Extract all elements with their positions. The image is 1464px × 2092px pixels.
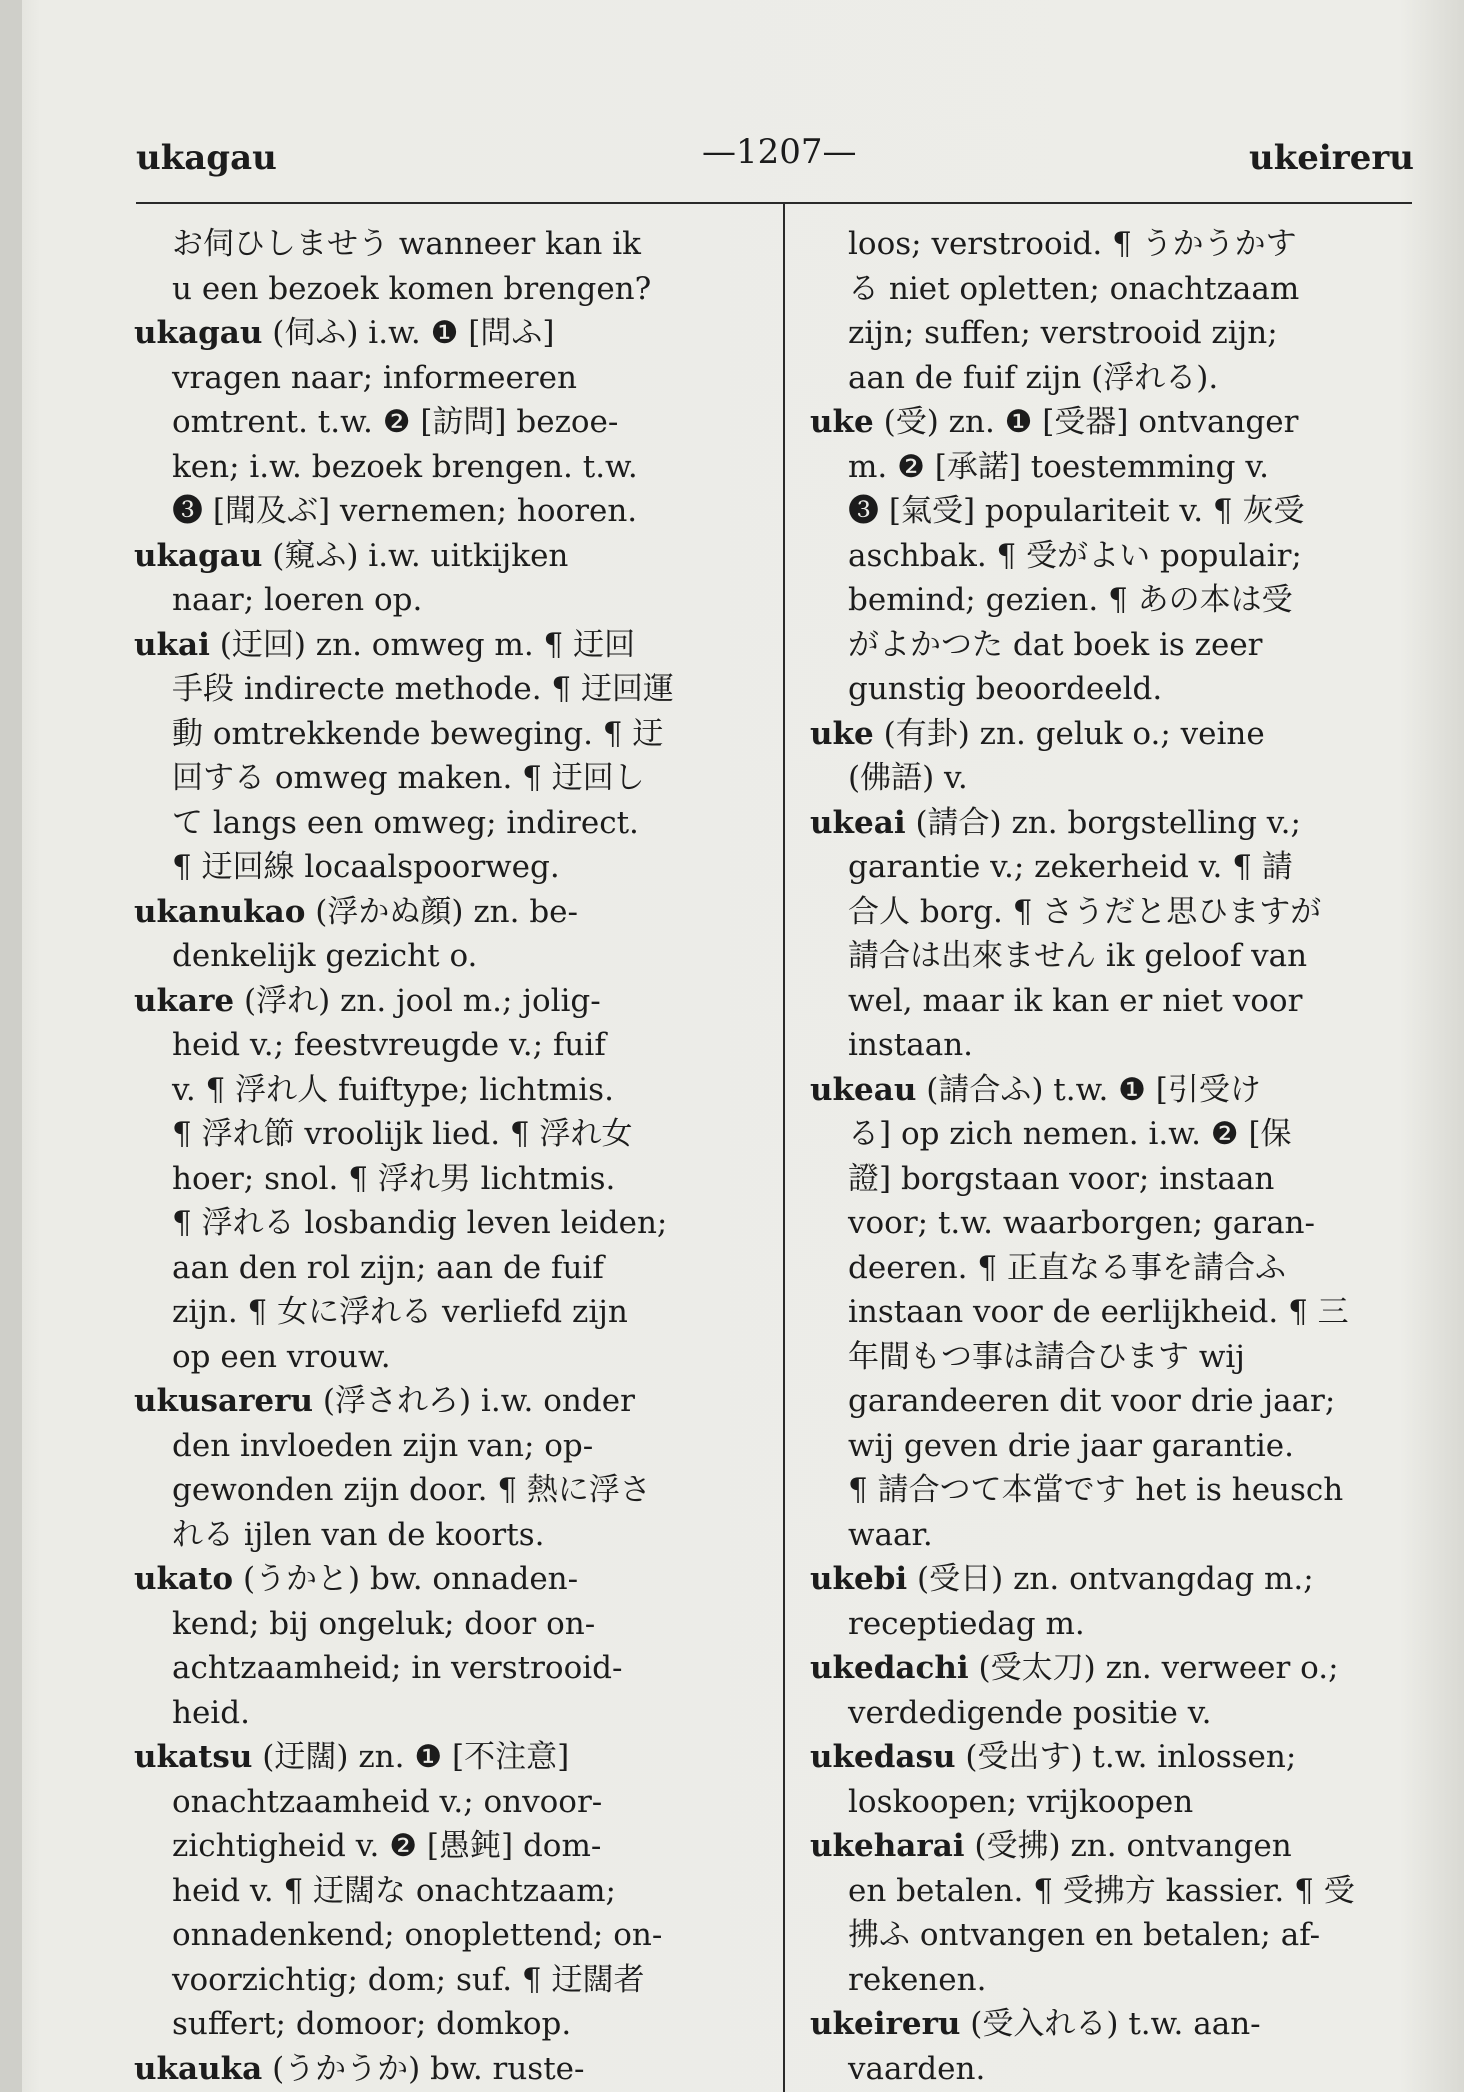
entry-text: ¶ 浮れ節 vroolijk lied. ¶ 浮れ女 (172, 1116, 633, 1152)
entry-text: (うかうか) bw. ruste- (262, 2050, 585, 2087)
column-rule (783, 204, 785, 2092)
dictionary-line (810, 2047, 1432, 2092)
headword: ukato (134, 1561, 234, 1597)
headword: ukeireru (810, 2006, 961, 2042)
entry-text: ❸ [氣受] populariteit v. ¶ 灰受 (848, 493, 1305, 529)
headword: ukeau (810, 1071, 917, 1108)
entry-text: aan de fuif zijn (浮れる). (848, 359, 1219, 396)
entry-text: wel, maar ik kan er niet voor (848, 982, 1303, 1019)
dictionary-line (134, 1023, 759, 1068)
entry-text: v. ¶ 浮れ人 fuiftype; lichtmis. (172, 1071, 614, 1108)
entry-text: れる ijlen van de koorts. (172, 1516, 545, 1553)
entry-text: receptiedag m. (848, 1605, 1085, 1642)
right-column (810, 222, 1432, 2091)
entry-text: naar; loeren op. (172, 582, 423, 618)
dictionary-line (810, 1913, 1432, 1958)
headword: ukanukao (134, 893, 306, 930)
dictionary-line (810, 1424, 1432, 1469)
entry-text: aan den rol zijn; aan de fuif (172, 1249, 604, 1286)
dictionary-line (134, 1913, 759, 1958)
entry-text: 證] borgstaan voor; instaan (848, 1160, 1275, 1197)
dictionary-line (134, 1335, 759, 1380)
left-column (134, 222, 759, 2091)
entry-text: instaan. (848, 1027, 974, 1063)
dictionary-line (134, 1201, 759, 1246)
entry-text: den invloeden zijn van; op- (172, 1427, 594, 1464)
dictionary-line (810, 1513, 1432, 1558)
header-rule (136, 202, 1412, 204)
entry-text: deeren. ¶ 正直なる事を請合ふ (848, 1249, 1286, 1286)
dictionary-line (810, 1869, 1432, 1914)
dictionary-line (134, 356, 759, 401)
dictionary-line (134, 1068, 759, 1113)
dictionary-line (810, 1691, 1432, 1736)
entry-text: がよかつた dat boek is zeer (848, 626, 1263, 663)
entry-text: お伺ひしませう wanneer kan ik (172, 226, 641, 262)
dictionary-line (134, 712, 759, 757)
dictionary-line (134, 801, 759, 846)
entry-text: instaan voor de eerlijkheid. ¶ 三 (848, 1294, 1349, 1330)
dictionary-line (134, 1424, 759, 1469)
dictionary-line (810, 712, 1432, 757)
headword: ukauka (134, 2050, 263, 2087)
headword: uke (810, 715, 874, 752)
entry-text: heid v. ¶ 迂闊な onachtzaam; (172, 1872, 616, 1909)
entry-text: garandeeren dit voor drie jaar; (848, 1383, 1336, 1419)
dictionary-line (810, 222, 1432, 267)
entry-text: 拂ふ ontvangen en betalen; af- (848, 1917, 1321, 1953)
dictionary-line (134, 756, 759, 801)
dictionary-line (134, 534, 759, 579)
entry-text: (受) zn. ❶ [受器] ontvanger (873, 404, 1299, 440)
entry-text: ¶ 浮れる losbandig leven leiden; (172, 1205, 668, 1241)
headword: ukatsu (134, 1739, 253, 1775)
headword: ukagau (134, 315, 263, 351)
entry-text: onachtzaamheid v.; onvoor- (172, 1783, 603, 1820)
dictionary-line (810, 1646, 1432, 1691)
entry-text: garantie v.; zekerheid v. ¶ 請 (848, 849, 1293, 885)
dictionary-line (810, 1958, 1432, 2003)
entry-text: zichtigheid v. ❷ [愚鈍] dom- (172, 1828, 602, 1864)
entry-text: voorzichtig; dom; suf. ¶ 迂闊者 (172, 1961, 645, 1998)
entry-text: gunstig beoordeeld. (848, 671, 1163, 707)
dictionary-line (810, 1201, 1432, 1246)
dictionary-line (134, 1379, 759, 1424)
dictionary-line (810, 1602, 1432, 1647)
dictionary-line (810, 267, 1432, 312)
right-guide-word: ukeireru (1248, 138, 1414, 178)
entry-text: ¶ 請合つて本當です het is heusch (848, 1472, 1344, 1508)
dictionary-line (134, 2002, 759, 2047)
dictionary-line (134, 1735, 759, 1780)
dictionary-line (810, 890, 1432, 935)
entry-text: 動 omtrekkende beweging. ¶ 迂 (172, 715, 664, 752)
entry-text: ❸ [聞及ぶ] vernemen; hooren. (172, 493, 638, 529)
entry-text: u een bezoek komen brengen? (172, 270, 652, 307)
dictionary-line (810, 1468, 1432, 1513)
book-gutter (0, 0, 22, 2092)
entry-text: waar. (848, 1516, 933, 1553)
dictionary-line (134, 1780, 759, 1825)
dictionary-line (810, 1379, 1432, 1424)
dictionary-line (810, 1246, 1432, 1291)
dictionary-line (134, 845, 759, 890)
entry-text: (伺ふ) i.w. ❶ [問ふ] (262, 315, 555, 351)
dictionary-line (134, 1869, 759, 1914)
entry-text: zijn; suffen; verstrooid zijn; (848, 315, 1278, 351)
dictionary-line (134, 890, 759, 935)
dictionary-line (134, 267, 759, 312)
entry-text: aschbak. ¶ 受がよい populair; (848, 537, 1302, 574)
dictionary-line (810, 445, 1432, 490)
entry-text: vaarden. (848, 2050, 986, 2087)
dictionary-line (134, 489, 759, 534)
entry-text: (浮れ) zn. jool m.; jolig- (234, 982, 601, 1019)
dictionary-line (134, 1557, 759, 1602)
entry-text: loskoopen; vrijkoopen (848, 1783, 1194, 1820)
headword: ukagau (134, 537, 263, 574)
dictionary-line (134, 311, 759, 356)
entry-text: (有卦) zn. geluk o.; veine (873, 715, 1265, 752)
dictionary-line (134, 400, 759, 445)
dictionary-line (810, 1290, 1432, 1335)
entry-text: (受出す) t.w. inlossen; (955, 1739, 1297, 1775)
entry-text: (佛語) v. (848, 760, 968, 796)
dictionary-line (810, 1157, 1432, 1202)
dictionary-line (134, 578, 759, 623)
dictionary-line (134, 934, 759, 979)
running-head (136, 132, 1414, 182)
entry-text: hoer; snol. ¶ 浮れ男 lichtmis. (172, 1160, 616, 1197)
dictionary-line (810, 356, 1432, 401)
entry-text: 回する omweg maken. ¶ 迂回し (172, 760, 645, 796)
dictionary-line (810, 534, 1432, 579)
dictionary-line (810, 1068, 1432, 1113)
entry-text: (迂回) zn. omweg m. ¶ 迂回 (209, 626, 636, 663)
headword: uke (810, 404, 874, 440)
dictionary-line (810, 1023, 1432, 1068)
entry-text: (浮かぬ顔) zn. be- (305, 893, 579, 930)
dictionary-line (810, 1112, 1432, 1157)
dictionary-line (134, 667, 759, 712)
headword: ukeai (810, 804, 906, 841)
entry-text: zijn. ¶ 女に浮れる verliefd zijn (172, 1294, 628, 1330)
entry-text: (請合) zn. borgstelling v.; (905, 804, 1301, 841)
entry-text: op een vrouw. (172, 1338, 391, 1375)
entry-text: suffert; domoor; domkop. (172, 2006, 572, 2042)
dictionary-line (810, 845, 1432, 890)
dictionary-line (810, 756, 1432, 801)
entry-text: (うかと) bw. onnaden- (233, 1561, 579, 1597)
entry-text: loos; verstrooid. ¶ うかうかす (848, 226, 1297, 262)
entry-text: 年間もつ事は請合ひます wij (848, 1338, 1245, 1375)
entry-text: verdedigende positie v. (848, 1694, 1212, 1731)
dictionary-line (134, 1824, 759, 1869)
headword: ukebi (810, 1561, 908, 1597)
page-number: —1207— (702, 132, 857, 172)
entry-text: vragen naar; informeeren (172, 359, 577, 396)
headword: ukare (134, 982, 235, 1019)
dictionary-line (134, 1468, 759, 1513)
entry-text: en betalen. ¶ 受拂方 kassier. ¶ 受 (848, 1872, 1355, 1909)
entry-text: 合人 borg. ¶ さうだと思ひますが (848, 893, 1322, 930)
dictionary-line (134, 1602, 759, 1647)
dictionary-line (134, 1112, 759, 1157)
dictionary-line (810, 667, 1432, 712)
dictionary-line (134, 1290, 759, 1335)
entry-text: (受入れる) t.w. aan- (960, 2006, 1261, 2042)
entry-text: wij geven drie jaar garantie. (848, 1427, 1294, 1464)
entry-text: 請合は出來ません ik geloof van (848, 938, 1308, 974)
dictionary-line (134, 979, 759, 1024)
entry-text: heid. (172, 1694, 250, 1731)
dictionary-line (810, 1824, 1432, 1869)
entry-text: て langs een omweg; indirect. (172, 804, 639, 841)
dictionary-line (810, 979, 1432, 1024)
dictionary-line (134, 222, 759, 267)
entry-text: heid v.; feestvreugde v.; fuif (172, 1027, 606, 1063)
entry-text: (迂闊) zn. ❶ [不注意] (252, 1739, 570, 1775)
dictionary-line (810, 1557, 1432, 1602)
dictionary-line (810, 1335, 1432, 1380)
entry-text: m. ❷ [承諾] toestemming v. (848, 448, 1270, 485)
entry-text: bemind; gezien. ¶ あの本は受 (848, 582, 1293, 618)
entry-text: omtrent. t.w. ❷ [訪問] bezoe- (172, 404, 619, 440)
entry-text: (受日) zn. ontvangdag m.; (907, 1561, 1314, 1597)
entry-text: 手段 indirecte methode. ¶ 迂回運 (172, 671, 674, 707)
entry-text: る niet opletten; onachtzaam (848, 270, 1300, 307)
dictionary-line (810, 489, 1432, 534)
entry-text: denkelijk gezicht o. (172, 938, 478, 974)
entry-text: kend; bij ongeluk; door on- (172, 1605, 596, 1642)
entry-text: (浮されろ) i.w. onder (313, 1383, 635, 1419)
dictionary-line (134, 445, 759, 490)
entry-text: voor; t.w. waarborgen; garan- (848, 1205, 1315, 1241)
dictionary-line (134, 623, 759, 668)
dictionary-line (810, 623, 1432, 668)
dictionary-line (810, 311, 1432, 356)
dictionary-line (134, 2047, 759, 2092)
dictionary-line (810, 934, 1432, 979)
dictionary-line (134, 1513, 759, 1558)
dictionary-line (810, 1780, 1432, 1825)
dictionary-line (810, 400, 1432, 445)
headword: ukai (134, 626, 210, 663)
dictionary-line (810, 578, 1432, 623)
dictionary-line (134, 1157, 759, 1202)
left-guide-word: ukagau (136, 138, 277, 178)
dictionary-line (810, 1735, 1432, 1780)
dictionary-line (810, 2002, 1432, 2047)
entry-text: rekenen. (848, 1961, 987, 1998)
entry-text: (受太刀) zn. verweer o.; (968, 1650, 1339, 1686)
headword: ukedachi (810, 1650, 969, 1686)
entry-text: (受拂) zn. ontvangen (964, 1828, 1292, 1864)
entry-text: (窺ふ) i.w. uitkijken (262, 537, 569, 574)
headword: ukeharai (810, 1828, 965, 1864)
entry-text: onnadenkend; onoplettend; on- (172, 1917, 663, 1953)
dictionary-line (134, 1958, 759, 2003)
headword: ukedasu (810, 1739, 956, 1775)
entry-text: achtzaamheid; in verstrooid- (172, 1650, 623, 1686)
dictionary-line (134, 1246, 759, 1291)
entry-text: ¶ 迂回線 locaalspoorweg. (172, 849, 560, 885)
entry-text: gewonden zijn door. ¶ 熱に浮さ (172, 1472, 651, 1508)
dictionary-line (134, 1646, 759, 1691)
headword: ukusareru (134, 1383, 314, 1419)
entry-text: る] op zich nemen. i.w. ❷ [保 (848, 1116, 1292, 1152)
entry-text: (請合ふ) t.w. ❶ [引受け (916, 1071, 1261, 1108)
dictionary-line (134, 1691, 759, 1736)
dictionary-line (810, 801, 1432, 846)
entry-text: ken; i.w. bezoek brengen. t.w. (172, 448, 638, 485)
